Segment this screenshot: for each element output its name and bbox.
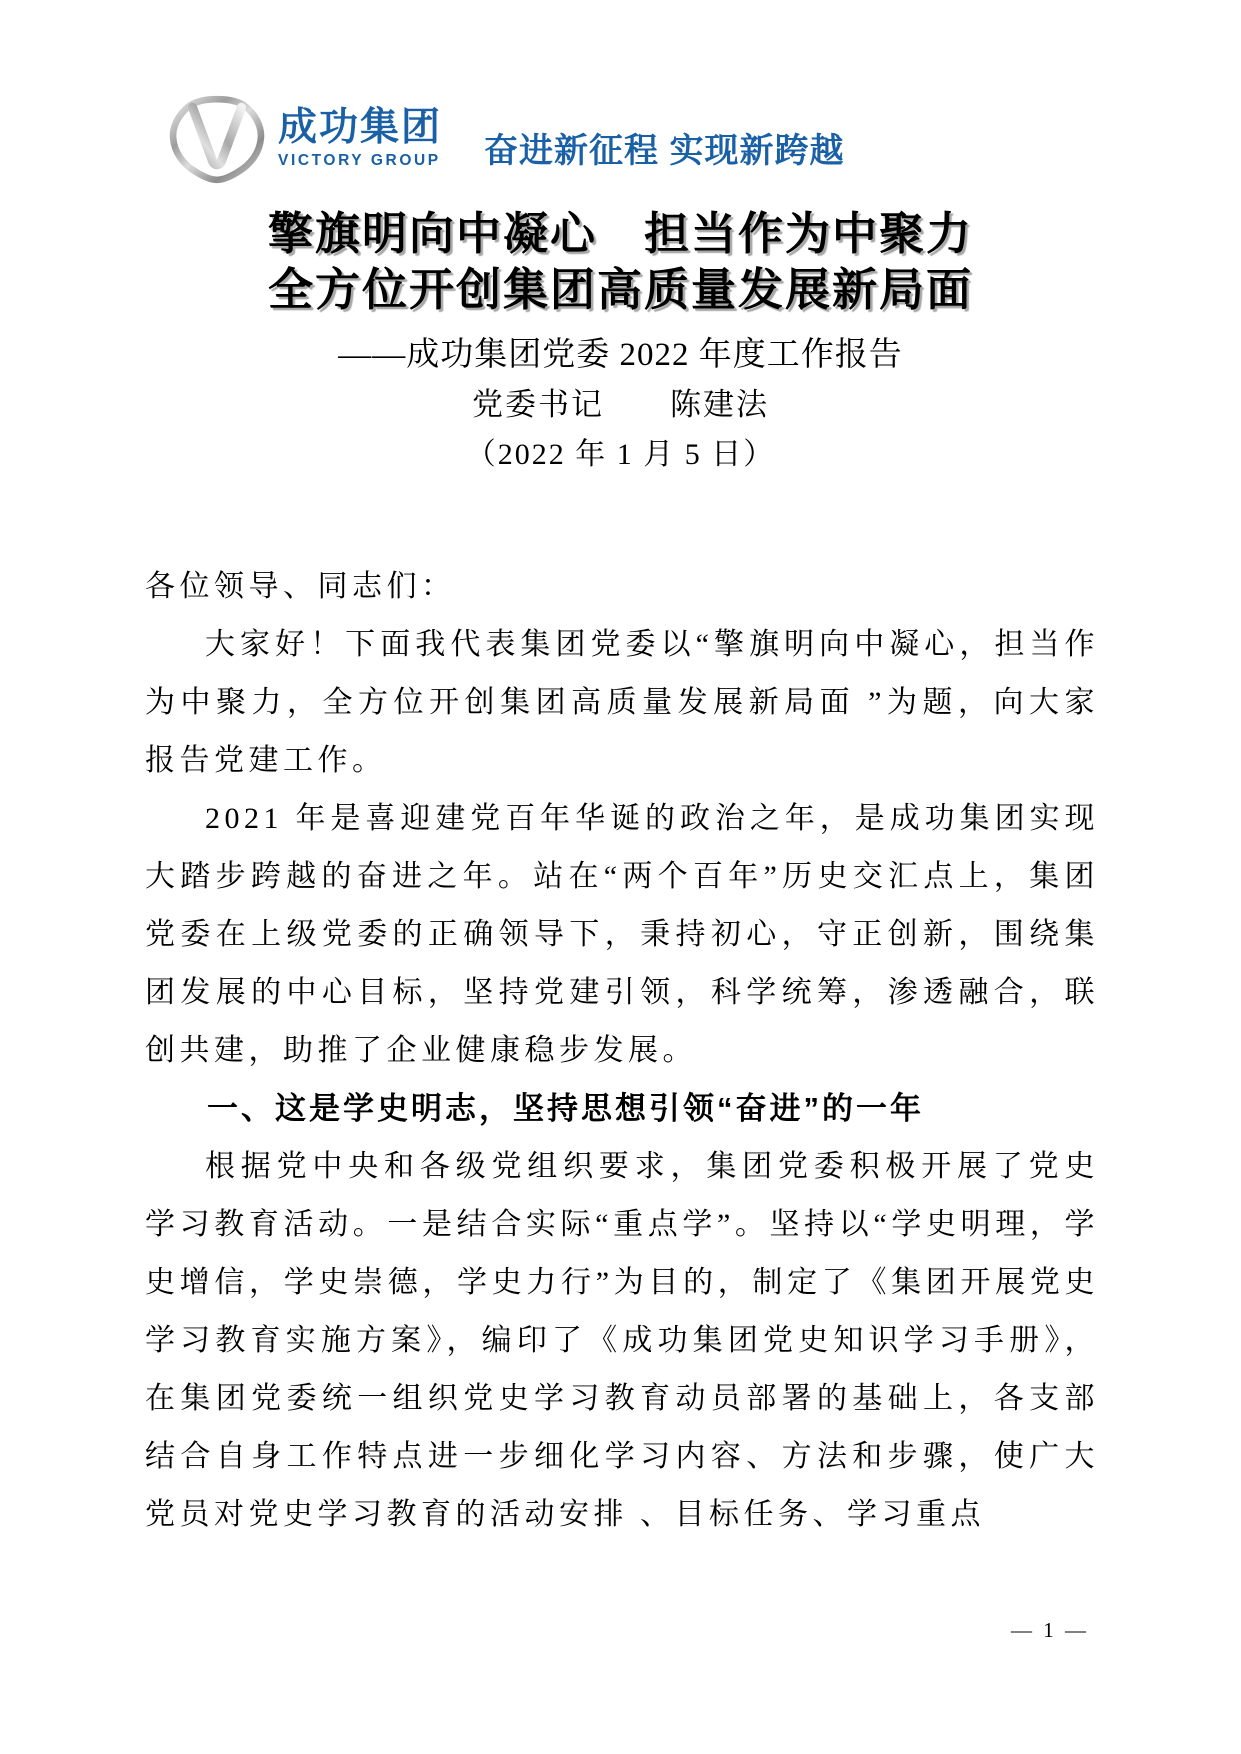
document-title-line1: 擎旗明向中凝心 担当作为中聚力 bbox=[267, 209, 973, 259]
body-paragraph-1: 大家好！下面我代表集团党委以“擎旗明向中凝心，担当作为中聚力，全方位开创集团高质量发展新局面 ”为题，向大家报告党建工作。 bbox=[145, 628, 1099, 777]
salutation: 各位领导、同志们： bbox=[145, 570, 456, 603]
title-block bbox=[0, 206, 1241, 480]
logo-name-en: VICTORY GROUP bbox=[278, 151, 441, 169]
page-number: — 1 — bbox=[1011, 1618, 1089, 1642]
body-paragraph-3: 根据党中央和各级党组织要求，集团党委积极开展了党史学习教育活动。一是结合实际“重点学”。坚持以“学史明理，学史增信，学史崇德，学史力行”为目的，制定了《集团开展党史学习教育实施方案》，编印了《成功集团党史知识学习手册》，在集团党委统一组织党史学习教育动员部署的基础上，各支部结合自身工作特点进一步细化学习内容、方法和步骤，使广大党员对党史学习教育的活动安排 、目标任务、学习重点 bbox=[145, 1150, 1099, 1531]
header-slogan: 奋进新征程 实现新跨越 bbox=[484, 131, 845, 170]
letterhead bbox=[0, 0, 1241, 186]
document-body bbox=[145, 558, 1099, 1544]
document-title-line2: 全方位开创集团高质量发展新局面 bbox=[267, 265, 973, 315]
document-author: 党委书记 陈建法 bbox=[472, 387, 769, 422]
section-heading-1: 一、这是学史明志，坚持思想引领“奋进”的一年 bbox=[207, 1091, 924, 1126]
logo-text bbox=[278, 108, 442, 170]
body-paragraph-2: 2021 年是喜迎建党百年华诞的政治之年，是成功集团实现大踏步跨越的奋进之年。站在“两个百年”历史交汇点上，集团党委在上级党委的正确领导下，秉持初心，守正创新，围绕集团发展的中心目标，坚持党建引领，科学统筹，渗透融合，联创共建，助推了企业健康稳步发展。 bbox=[145, 802, 1099, 1067]
victory-group-logo-icon bbox=[166, 92, 268, 186]
logo-name-cn: 成功集团 bbox=[278, 106, 443, 150]
document-subtitle: ——成功集团党委 2022 年度工作报告 bbox=[338, 337, 903, 373]
document-title bbox=[0, 206, 1241, 318]
document-date: （2022 年 1 月 5 日） bbox=[465, 438, 776, 471]
